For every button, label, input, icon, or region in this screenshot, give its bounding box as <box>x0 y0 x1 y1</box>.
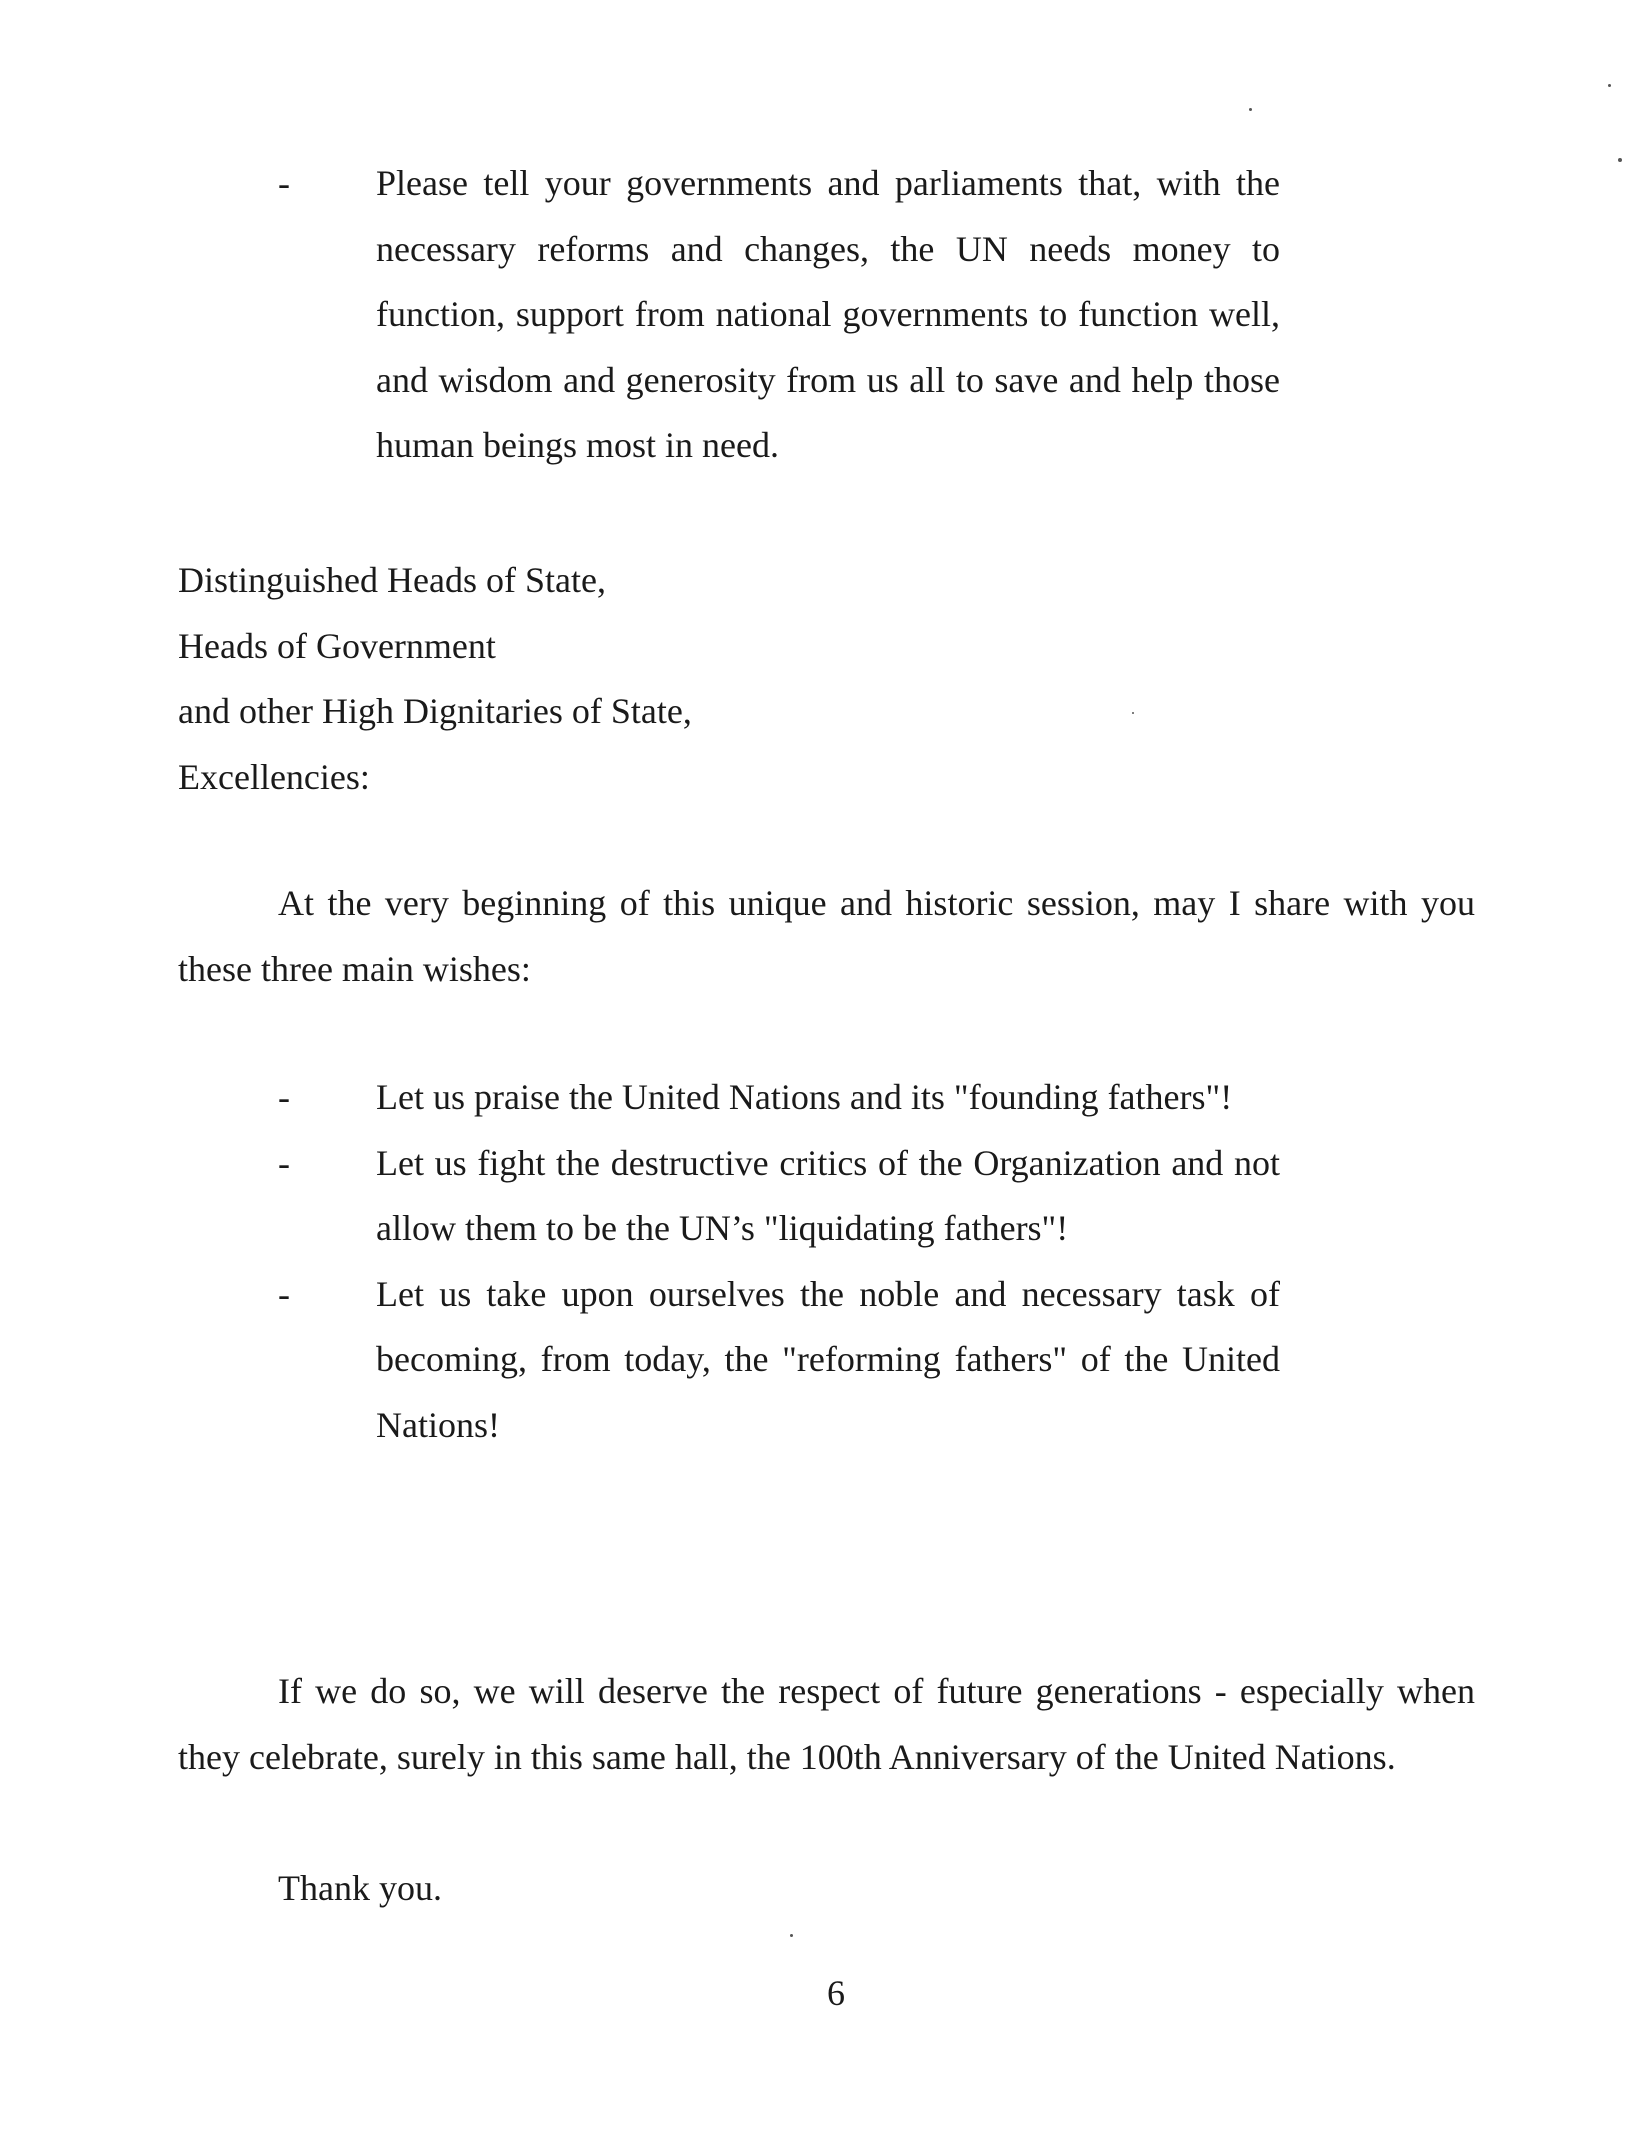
page-number: 6 <box>827 1973 845 2013</box>
wishes-list <box>270 1065 1280 1458</box>
bullet-marker: - <box>278 1142 290 1183</box>
intro-paragraph: At the very beginning of this unique and historic session, may I share with you these three main wishes: <box>178 883 1475 989</box>
bullet-marker: - <box>278 1077 290 1117</box>
salutation-line: Heads of Government <box>178 625 496 666</box>
scan-speck <box>1132 712 1134 714</box>
wish-item <box>270 1131 1280 1262</box>
salutation-line: Distinguished Heads of State, <box>178 560 606 600</box>
wish-text: Let us fight the destructive critics of the Organization and not allow them to be the UN’s "liquidating fathers"! <box>376 1142 1280 1248</box>
bullet-marker: - <box>278 1273 290 1314</box>
wish-text: Let us praise the United Nations and its "founding fathers"! <box>376 1077 1233 1117</box>
wish-item <box>270 1065 1280 1131</box>
bullet-text: Please tell your governments and parliaments that, with the necessary reforms and changes, the UN needs money to function, support from national governments to function well, and wisdom and generosity from us all to save and help those human beings most in need. <box>376 163 1280 465</box>
bullet-marker: - <box>278 163 290 203</box>
wish-text: Let us take upon ourselves the noble and necessary task of becoming, from today, the "reforming fathers" of the United Nations! <box>376 1273 1280 1445</box>
scan-speck <box>1618 158 1622 162</box>
bullet-item <box>270 151 1280 479</box>
thanks-line: Thank you. <box>278 1868 442 1908</box>
salutation-line: and other High Dignitaries of State, <box>178 691 692 731</box>
wish-item <box>270 1262 1280 1459</box>
scan-speck <box>790 1934 793 1937</box>
salutation-block <box>178 548 1078 810</box>
scan-speck <box>1608 84 1611 87</box>
salutation-line: Excellencies: <box>178 756 370 797</box>
closing-paragraph: If we do so, we will deserve the respect of future generations - especially when they celebrate, surely in this same hall, the 100th Anniversary of the United Nations. <box>178 1671 1475 1777</box>
opening-bullet-block <box>270 151 1280 479</box>
scan-speck <box>1249 108 1252 111</box>
